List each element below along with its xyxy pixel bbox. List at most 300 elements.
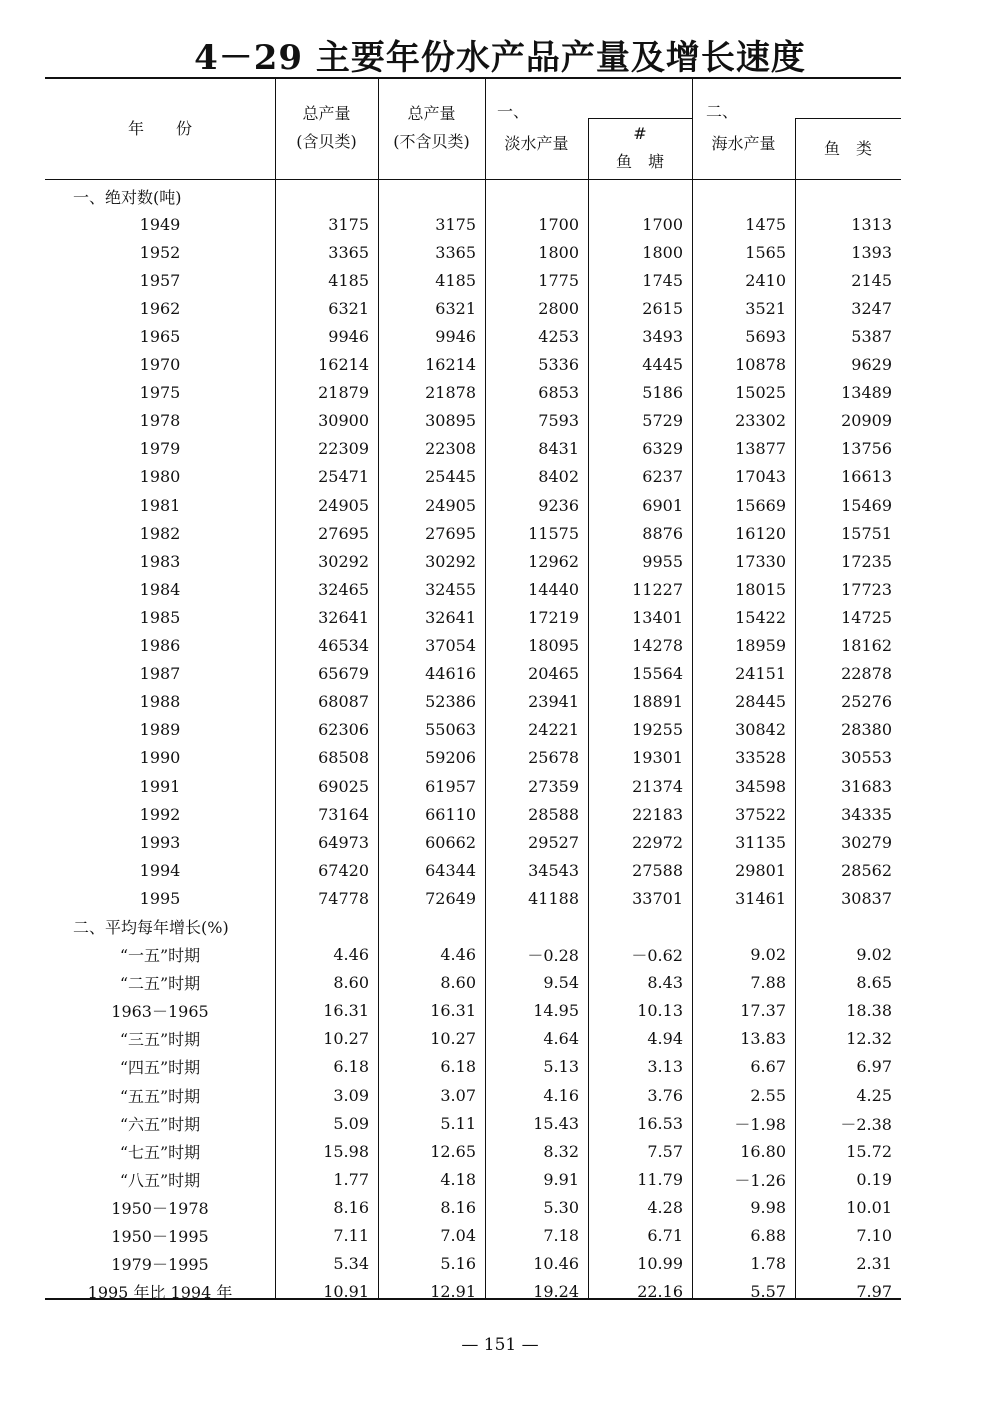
table-row: [45, 519, 901, 547]
table-cell: 18162: [841, 636, 892, 656]
table-cell: 29527: [528, 832, 579, 852]
table-cell: 68087: [318, 692, 369, 712]
row-label: 1982: [139, 523, 181, 543]
row-label: “七五”时期: [119, 1142, 201, 1162]
table-cell: 25445: [425, 467, 476, 487]
table-cell: 3365: [435, 242, 476, 262]
table-row: [45, 463, 901, 491]
table-cell: 37054: [425, 636, 476, 656]
table-row: [45, 884, 901, 912]
table-cell: 6237: [642, 467, 683, 487]
table-row: [45, 491, 901, 519]
table-cell: 18891: [632, 692, 683, 712]
table-cell: 1800: [538, 242, 579, 262]
table-cell: 28380: [841, 720, 892, 740]
table-cell: 7.04: [440, 1226, 476, 1246]
table-cell: 14.95: [533, 1001, 579, 1021]
table-row: [45, 435, 901, 463]
table-cell: 16.31: [430, 1001, 476, 1021]
table-cell: 30842: [735, 720, 786, 740]
table-cell: 32641: [318, 607, 369, 627]
table-cell: 64344: [425, 860, 476, 880]
table-cell: 16214: [318, 355, 369, 375]
table-cell: －1.98: [734, 1114, 786, 1134]
table-cell: 28588: [528, 804, 579, 824]
row-label: 1979－1995: [111, 1255, 209, 1275]
row-label: 1987: [139, 664, 181, 684]
table-cell: 1800: [642, 242, 683, 262]
table-cell: 6321: [328, 298, 369, 318]
row-label: 1992: [139, 804, 181, 824]
table-cell: 5.11: [440, 1113, 476, 1133]
row-label: 1985: [139, 607, 181, 627]
table-cell: 69025: [318, 776, 369, 796]
row-label: “四五”时期: [119, 1058, 201, 1078]
table-cell: 30895: [425, 411, 476, 431]
table-cell: 0.19: [856, 1169, 892, 1189]
table-cell: 34598: [735, 776, 786, 796]
table-cell: 10.01: [846, 1197, 892, 1217]
table-cell: 25276: [841, 692, 892, 712]
row-label: 1970: [139, 355, 181, 375]
table-cell: 34543: [528, 860, 579, 880]
table-cell: 24905: [318, 495, 369, 515]
table-cell: 16.53: [637, 1113, 683, 1133]
table-cell: 5387: [851, 327, 892, 347]
table-cell: 23302: [735, 411, 786, 431]
table-cell: 29801: [735, 860, 786, 880]
table-cell: 3493: [642, 327, 683, 347]
table-row: [45, 1250, 901, 1278]
table-cell: －2.38: [840, 1114, 892, 1134]
table-cell: 1.78: [750, 1254, 786, 1274]
table-cell: 7.88: [750, 973, 786, 993]
row-label: 1950－1978: [111, 1198, 209, 1218]
table-cell: 18095: [528, 636, 579, 656]
table-row: [45, 210, 901, 238]
table-cell: 15422: [735, 607, 786, 627]
table-cell: 4.18: [440, 1169, 476, 1189]
row-label: 1993: [139, 832, 181, 852]
table-cell: 6853: [538, 383, 579, 403]
table-cell: 10878: [735, 355, 786, 375]
table-cell: 10.91: [323, 1282, 369, 1302]
row-label: “六五”时期: [119, 1114, 201, 1134]
table-cell: 4185: [328, 270, 369, 290]
row-label: 1975: [139, 383, 181, 403]
table-row: [45, 800, 901, 828]
row-label: 1979: [139, 439, 181, 459]
table-cell: 6.88: [750, 1226, 786, 1246]
table-cell: 1.77: [333, 1169, 369, 1189]
table-row: [45, 997, 901, 1025]
table-cell: 3175: [435, 214, 476, 234]
header-freshwater-prefix: 一、: [497, 102, 530, 121]
table-cell: 1393: [851, 242, 892, 262]
table-cell: 16.31: [323, 1001, 369, 1021]
table-row: [45, 1025, 901, 1053]
table-row: [45, 828, 901, 856]
table-cell: 1700: [538, 214, 579, 234]
table-cell: －0.28: [527, 946, 579, 966]
table-cell: 17.37: [740, 1001, 786, 1021]
table-cell: 5.16: [440, 1254, 476, 1274]
table-cell: 8.65: [856, 973, 892, 993]
header-divider: [692, 79, 693, 179]
table-cell: 5.57: [750, 1282, 786, 1302]
table-cell: 66110: [425, 804, 476, 824]
table-cell: 5729: [642, 411, 683, 431]
table-cell: 2615: [642, 298, 683, 318]
header-subrule: [588, 118, 692, 119]
table-cell: 12962: [528, 551, 579, 571]
row-label: 1962: [139, 298, 181, 318]
table-cell: 2.31: [856, 1254, 892, 1274]
table-cell: 28562: [841, 860, 892, 880]
header-total-excl: 总产量 (不含贝类): [393, 104, 470, 151]
table-row: [45, 603, 901, 631]
table-cell: －1.26: [734, 1170, 786, 1190]
table-cell: 15669: [735, 495, 786, 515]
page-number: — 151 —: [461, 1335, 539, 1355]
row-label: 1952: [139, 242, 181, 262]
table-cell: 4185: [435, 270, 476, 290]
table-cell: 20909: [841, 411, 892, 431]
table-cell: 4445: [642, 355, 683, 375]
table-cell: 2800: [538, 298, 579, 318]
table-row: [45, 266, 901, 294]
table-cell: 2145: [851, 270, 892, 290]
table-cell: 22878: [841, 664, 892, 684]
table-cell: 27588: [632, 860, 683, 880]
table-cell: 13756: [841, 439, 892, 459]
table-row: [45, 1053, 901, 1081]
table-row: [45, 1081, 901, 1109]
table-row: [45, 1193, 901, 1221]
table-cell: 9946: [328, 327, 369, 347]
row-label: 1989: [139, 720, 181, 740]
row-label: 1995: [139, 888, 181, 908]
table-cell: 9955: [642, 551, 683, 571]
table-cell: 5.34: [333, 1254, 369, 1274]
header-marine: 海水产量: [711, 134, 776, 153]
header-fish: 鱼 类: [823, 139, 872, 158]
table-cell: 21374: [632, 776, 683, 796]
table-cell: 17723: [841, 579, 892, 599]
table-row: [45, 238, 901, 266]
table-cell: 55063: [425, 720, 476, 740]
table-cell: 24151: [735, 664, 786, 684]
table-cell: 9.91: [543, 1169, 579, 1189]
table-cell: 27695: [425, 523, 476, 543]
table-row: [45, 688, 901, 716]
table-row: [45, 547, 901, 575]
row-label: 1950－1995: [111, 1227, 209, 1247]
header-pond: # 鱼 塘: [615, 124, 664, 171]
table-row: [45, 1165, 901, 1193]
table-cell: 6.67: [750, 1057, 786, 1077]
table-cell: 8.16: [440, 1197, 476, 1217]
table-cell: 41188: [528, 888, 579, 908]
row-label: 1965: [139, 327, 181, 347]
table-cell: 4.64: [543, 1029, 579, 1049]
row-label: 1986: [139, 636, 181, 656]
table-cell: 4253: [538, 327, 579, 347]
table-cell: 15.72: [846, 1141, 892, 1161]
table-cell: 16120: [735, 523, 786, 543]
row-label: “三五”时期: [119, 1030, 201, 1050]
table-cell: 5336: [538, 355, 579, 375]
table-cell: 72649: [425, 888, 476, 908]
table-cell: 32455: [425, 579, 476, 599]
table-cell: 6901: [642, 495, 683, 515]
table-cell: 11.79: [637, 1169, 683, 1189]
table-cell: 31461: [735, 888, 786, 908]
table-cell: 14278: [632, 636, 683, 656]
table-cell: 22972: [632, 832, 683, 852]
table-cell: 13489: [841, 383, 892, 403]
header-subrule: [795, 118, 901, 119]
table-cell: 68508: [318, 748, 369, 768]
table-cell: 74778: [318, 888, 369, 908]
table-cell: 13.83: [740, 1029, 786, 1049]
table-cell: 46534: [318, 636, 369, 656]
table-cell: 61957: [425, 776, 476, 796]
table-cell: 5.13: [543, 1057, 579, 1077]
table-cell: 27695: [318, 523, 369, 543]
page-title: 4－29 主要年份水产品产量及增长速度: [194, 38, 806, 78]
section-row: [45, 182, 901, 210]
table-cell: 3.76: [647, 1085, 683, 1105]
table-cell: 3.09: [333, 1085, 369, 1105]
table-row: [45, 941, 901, 969]
table-cell: 9946: [435, 327, 476, 347]
section-label: 一、绝对数(吨): [73, 187, 182, 207]
table-cell: 34335: [841, 804, 892, 824]
table-row: [45, 322, 901, 350]
header-total-incl: 总产量 (含贝类): [296, 104, 357, 151]
table-row: [45, 1109, 901, 1137]
table-cell: 15751: [841, 523, 892, 543]
table-cell: 2.55: [750, 1085, 786, 1105]
table-cell: 17219: [528, 607, 579, 627]
table-cell: 33701: [632, 888, 683, 908]
row-label: 1980: [139, 467, 181, 487]
table-cell: 8.60: [333, 973, 369, 993]
table-cell: 8.60: [440, 973, 476, 993]
row-label: 1978: [139, 411, 181, 431]
table-cell: 1700: [642, 214, 683, 234]
table-cell: 60662: [425, 832, 476, 852]
table-cell: 31683: [841, 776, 892, 796]
table-cell: 6329: [642, 439, 683, 459]
table-cell: 9629: [851, 355, 892, 375]
row-label: “二五”时期: [119, 974, 201, 994]
table-cell: 3247: [851, 298, 892, 318]
table-cell: 5.09: [333, 1113, 369, 1133]
table-cell: 14725: [841, 607, 892, 627]
table-cell: 10.27: [323, 1029, 369, 1049]
table-row: [45, 744, 901, 772]
table-cell: 8.16: [333, 1197, 369, 1217]
table-cell: 7.18: [543, 1226, 579, 1246]
header-freshwater: 淡水产量: [504, 134, 569, 153]
table-row: [45, 1221, 901, 1249]
section-label: 二、平均每年增长(%): [73, 917, 229, 937]
table-cell: 9.98: [750, 1197, 786, 1217]
row-label: “一五”时期: [119, 946, 201, 966]
table-cell: 10.13: [637, 1001, 683, 1021]
row-label: 1994: [139, 860, 181, 880]
table-cell: 1745: [642, 270, 683, 290]
table-cell: 12.32: [846, 1029, 892, 1049]
table-cell: 23941: [528, 692, 579, 712]
table-row: [45, 575, 901, 603]
header-bottom-rule: [45, 179, 901, 180]
table-cell: 24221: [528, 720, 579, 740]
table-cell: 30900: [318, 411, 369, 431]
table-cell: 12.91: [430, 1282, 476, 1302]
table-cell: 8876: [642, 523, 683, 543]
table-row: [45, 1278, 901, 1306]
table-cell: 15.43: [533, 1113, 579, 1133]
table-cell: 14440: [528, 579, 579, 599]
table-cell: 1475: [745, 214, 786, 234]
table-cell: 31135: [735, 832, 786, 852]
table-row: [45, 969, 901, 997]
table-cell: 25678: [528, 748, 579, 768]
table-row: [45, 351, 901, 379]
table-cell: 65679: [318, 664, 369, 684]
table-cell: 3.13: [647, 1057, 683, 1077]
table-cell: 64973: [318, 832, 369, 852]
table-cell: 9.02: [856, 945, 892, 965]
table-row: [45, 772, 901, 800]
table-cell: 15.98: [323, 1141, 369, 1161]
table-cell: 30553: [841, 748, 892, 768]
table-row: [45, 379, 901, 407]
row-label: 1984: [139, 579, 181, 599]
table-cell: 30292: [318, 551, 369, 571]
row-label: 1949: [139, 214, 181, 234]
row-label: 1988: [139, 692, 181, 712]
row-label: 1983: [139, 551, 181, 571]
table-cell: 6.18: [440, 1057, 476, 1077]
table-cell: 19301: [632, 748, 683, 768]
table-cell: 52386: [425, 692, 476, 712]
table-cell: 18959: [735, 636, 786, 656]
data-table: [45, 182, 901, 1306]
row-label: 1991: [139, 776, 181, 796]
table-cell: 8431: [538, 439, 579, 459]
table-cell: 12.65: [430, 1141, 476, 1161]
table-cell: －0.62: [631, 946, 683, 966]
table-cell: 25471: [318, 467, 369, 487]
table-cell: 7.57: [647, 1141, 683, 1161]
table-cell: 67420: [318, 860, 369, 880]
row-label: 1990: [139, 748, 181, 768]
table-cell: 22308: [425, 439, 476, 459]
table-cell: 7.97: [856, 1282, 892, 1302]
table-cell: 9236: [538, 495, 579, 515]
table-cell: 17235: [841, 551, 892, 571]
table-body: [45, 182, 901, 1306]
header-year: 年 份: [127, 119, 192, 138]
row-label: “五五”时期: [119, 1086, 201, 1106]
table-cell: 7.11: [333, 1226, 369, 1246]
table-cell: 22309: [318, 439, 369, 459]
table-cell: 5693: [745, 327, 786, 347]
table-cell: 24905: [425, 495, 476, 515]
table-row: [45, 1137, 901, 1165]
table-cell: 27359: [528, 776, 579, 796]
table-cell: 16.80: [740, 1141, 786, 1161]
table-cell: 16214: [425, 355, 476, 375]
table-cell: 6.97: [856, 1057, 892, 1077]
table-cell: 33528: [735, 748, 786, 768]
table-cell: 15025: [735, 383, 786, 403]
row-label: 1963－1965: [111, 1002, 209, 1022]
table-cell: 4.16: [543, 1085, 579, 1105]
table-cell: 22183: [632, 804, 683, 824]
table-cell: 9.02: [750, 945, 786, 965]
table-cell: 32641: [425, 607, 476, 627]
table-cell: 3521: [745, 298, 786, 318]
table-cell: 20465: [528, 664, 579, 684]
table-cell: 3365: [328, 242, 369, 262]
table-cell: 1775: [538, 270, 579, 290]
table-cell: 21879: [318, 383, 369, 403]
table-cell: 3175: [328, 214, 369, 234]
table-cell: 30292: [425, 551, 476, 571]
table-cell: 4.94: [647, 1029, 683, 1049]
header-marine-prefix: 二、: [706, 102, 739, 121]
table-cell: 2410: [745, 270, 786, 290]
table-cell: 6321: [435, 298, 476, 318]
table-cell: 44616: [425, 664, 476, 684]
table-row: [45, 294, 901, 322]
table-cell: 11227: [632, 579, 683, 599]
table-row: [45, 716, 901, 744]
top-rule: [45, 77, 901, 79]
table-cell: 1565: [745, 242, 786, 262]
table-cell: 21878: [425, 383, 476, 403]
table-row: [45, 856, 901, 884]
table-cell: 18.38: [846, 1001, 892, 1021]
table-cell: 8.43: [647, 973, 683, 993]
table-cell: 37522: [735, 804, 786, 824]
table-cell: 10.27: [430, 1029, 476, 1049]
table-cell: 59206: [425, 748, 476, 768]
table-cell: 73164: [318, 804, 369, 824]
table-cell: 8.32: [543, 1141, 579, 1161]
table-cell: 22.16: [637, 1282, 683, 1302]
table-cell: 11575: [528, 523, 579, 543]
section-row: [45, 912, 901, 940]
table-cell: 30837: [841, 888, 892, 908]
table-cell: 19255: [632, 720, 683, 740]
table-cell: 6.18: [333, 1057, 369, 1077]
table-cell: 10.46: [533, 1254, 579, 1274]
table-cell: 17330: [735, 551, 786, 571]
table-cell: 8402: [538, 467, 579, 487]
table-cell: 9.54: [543, 973, 579, 993]
table-cell: 4.46: [440, 945, 476, 965]
table-cell: 17043: [735, 467, 786, 487]
row-label: “八五”时期: [119, 1170, 201, 1190]
table-cell: 62306: [318, 720, 369, 740]
table-cell: 13877: [735, 439, 786, 459]
